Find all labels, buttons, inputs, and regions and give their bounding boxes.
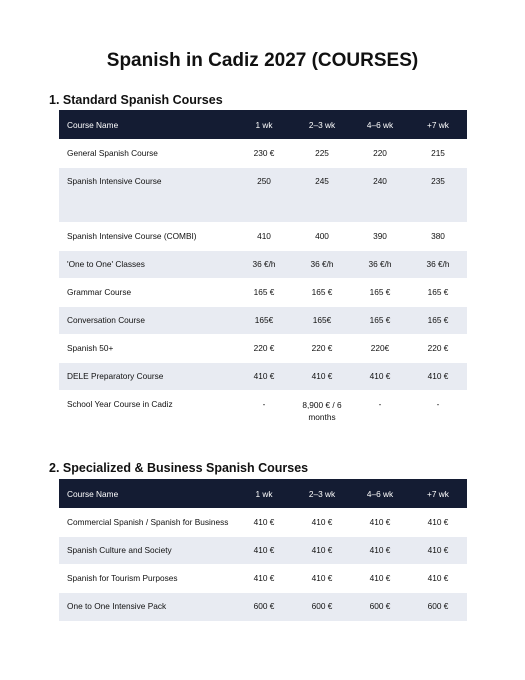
course-name: Grammar Course [59,279,235,307]
price-7wk: 215 [409,140,467,168]
price-4-6wk: 600 € [351,593,409,621]
price-7wk: 235 [409,168,467,223]
course-name: Spanish Culture and Society [59,537,235,565]
table-row [59,363,467,391]
table-row [59,593,467,621]
table-row [59,223,467,251]
table-row [59,335,467,363]
price-2-3wk: 245 [293,168,351,223]
header-4-6wk: 4–6 wk [351,110,409,140]
price-2-3wk: 220 € [293,335,351,363]
price-1wk: 410 € [235,565,293,593]
price-7wk: 36 €/h [409,251,467,279]
table-header-row [59,110,467,140]
specialized-courses-table [59,479,467,621]
header-7wk: +7 wk [409,110,467,140]
table-row [59,251,467,279]
course-name: Commercial Spanish / Spanish for Business [59,509,235,537]
price-2-3wk: 600 € [293,593,351,621]
price-7wk: 380 [409,223,467,251]
price-7wk: 410 € [409,537,467,565]
table-row [59,279,467,307]
header-4-6wk: 4–6 wk [351,479,409,509]
course-name: DELE Preparatory Course [59,363,235,391]
table-row [59,537,467,565]
header-7wk: +7 wk [409,479,467,509]
course-name: Conversation Course [59,307,235,335]
table-row [59,565,467,593]
price-7wk: 165 € [409,307,467,335]
course-name: School Year Course in Cadiz [59,391,235,431]
price-2-3wk: 410 € [293,509,351,537]
table-row [59,391,467,431]
table-header-row [59,479,467,509]
price-2-3wk: 410 € [293,537,351,565]
price-1wk: 410 [235,223,293,251]
header-course-name: Course Name [59,479,235,509]
price-2-3wk: 410 € [293,565,351,593]
table-row [59,140,467,168]
course-name: 'One to One' Classes [59,251,235,279]
price-1wk: 165 € [235,279,293,307]
price-4-6wk: 220€ [351,335,409,363]
price-1wk: 410 € [235,537,293,565]
header-2-3wk: 2–3 wk [293,110,351,140]
header-1wk: 1 wk [235,479,293,509]
price-4-6wk: 220 [351,140,409,168]
price-4-6wk: 240 [351,168,409,223]
price-7wk: 410 € [409,565,467,593]
price-2-3wk: 165€ [293,307,351,335]
price-1wk: 36 €/h [235,251,293,279]
price-7wk: - [409,391,467,431]
price-4-6wk: 36 €/h [351,251,409,279]
price-1wk: 220 € [235,335,293,363]
price-2-3wk: 400 [293,223,351,251]
price-7wk: 410 € [409,363,467,391]
table-row [59,168,467,223]
section-heading-specialized: 2. Specialized & Business Spanish Courses [49,461,309,475]
course-name: Spanish Intensive Course (COMBI) [59,223,235,251]
price-4-6wk: 410 € [351,509,409,537]
header-1wk: 1 wk [235,110,293,140]
course-name: Spanish Intensive Course [59,168,235,223]
price-4-6wk: 410 € [351,565,409,593]
price-1wk: 165€ [235,307,293,335]
price-1wk: 410 € [235,509,293,537]
page-title: Spanish in Cadiz 2027 (COURSES) [106,50,419,71]
price-4-6wk: 165 € [351,279,409,307]
price-4-6wk: 410 € [351,363,409,391]
price-1wk: 600 € [235,593,293,621]
header-course-name: Course Name [59,110,235,140]
price-2-3wk: 8,900 € / 6 months [293,391,351,431]
course-name: General Spanish Course [59,140,235,168]
price-1wk: 230 € [235,140,293,168]
price-7wk: 165 € [409,279,467,307]
price-1wk: - [235,391,293,431]
course-name: One to One Intensive Pack [59,593,235,621]
standard-courses-table [59,110,467,431]
price-7wk: 410 € [409,509,467,537]
price-4-6wk: 390 [351,223,409,251]
course-name: Spanish for Tourism Purposes [59,565,235,593]
table-row [59,509,467,537]
price-4-6wk: 410 € [351,537,409,565]
header-2-3wk: 2–3 wk [293,479,351,509]
price-4-6wk: 165 € [351,307,409,335]
price-4-6wk: - [351,391,409,431]
course-name: Spanish 50+ [59,335,235,363]
price-7wk: 220 € [409,335,467,363]
price-1wk: 410 € [235,363,293,391]
price-2-3wk: 165 € [293,279,351,307]
table-row [59,307,467,335]
price-2-3wk: 225 [293,140,351,168]
price-2-3wk: 36 €/h [293,251,351,279]
price-7wk: 600 € [409,593,467,621]
section-heading-standard: 1. Standard Spanish Courses [49,93,223,107]
price-2-3wk: 410 € [293,363,351,391]
price-1wk: 250 [235,168,293,223]
